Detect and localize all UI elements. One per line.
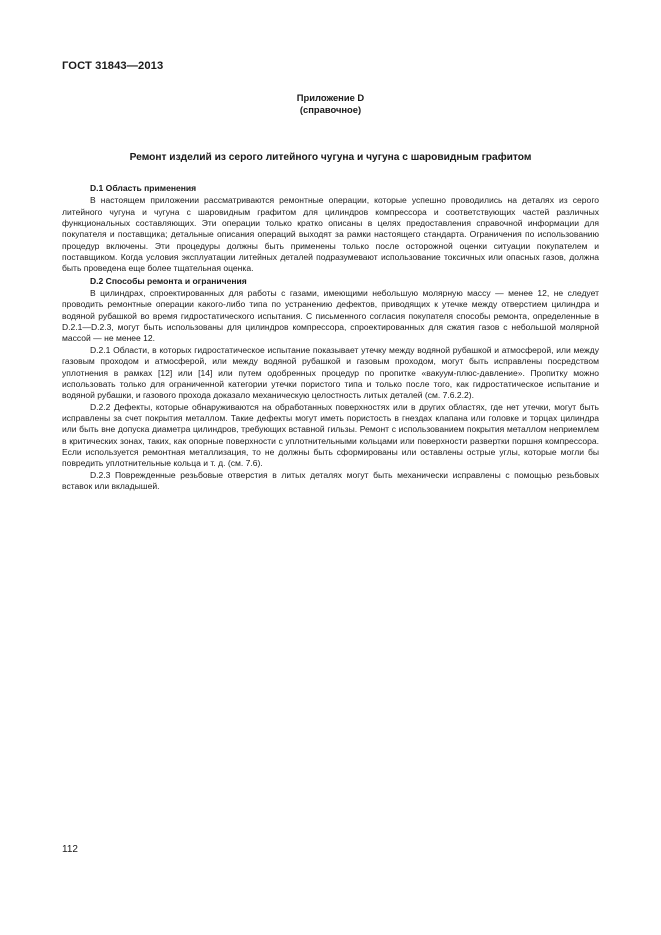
paragraph-d2-intro: В цилиндрах, спроектированных для работы с газами, имеющими небольшую молярную массу — менее 12, не следует проводить ремонтные операции какого-либо типа по устранению дефектов, приводящих к утечке между отверстием цилиндра и водяной рубашкой во время гидростатического испытания. С письменного согласия покупателя способы ремонта, определенные в D.2.1—D.2.3, могут быть использованы для цилиндров компрессора, спроектированных для сжатия газов с небольшой молярной массой — не менее 12. <box>62 288 599 344</box>
paragraph-d2-2: D.2.2 Дефекты, которые обнаруживаются на обработанных поверхностях или в других областях, где нет утечки, могут быть исправлены за счет покрытия металлом. Такие дефекты могут иметь пористость в гнездах клапана или головке и торцах цилиндра или быть вне допуска диаметра цилиндров, требующих вставной гильзы. Ремонт с использованием покрытия металлом неприемлем в критических зонах, таких, как опорные поверхности с уплотнительными кольцами или поверхности развертки поршня компрессора. Если используется ремонтная металлизация, то не должны быть сформированы или оставлены острые углы, которые могли бы повредить уплотнительные кольца и т. д. (см. 7.6). <box>62 401 599 469</box>
paragraph-d2-3: D.2.3 Поврежденные резьбовые отверстия в литых деталях могут быть механически исправлены с помощью резьбовых вставок или вкладышей. <box>62 469 599 491</box>
paragraph-d1-scope: В настоящем приложении рассматриваются ремонтные операции, которые успешно проводились на деталях из серого литейного чугуна и чугуна с шаровидным графитом для цилиндров компрессора и соответствующих частей различных функциональных составляющих. Эти операции только кратко описаны в целях предоставления справочной информации для покупателя и поставщика; детальные описания операций выходят за рамки настоящего стандарта. Ограничения по использованию процедур включены. Эти процедуры должны быть применены только после осторожной оценки ситуации покупателем и поставщиком. Когда условия эксплуатации литейных деталей подразумевают использование токсичных или опасных газов, должна быть проведена еще более тщательная оценка. <box>62 195 599 274</box>
appendix-subtitle: (справочное) <box>299 104 362 115</box>
appendix-heading <box>0 92 661 116</box>
appendix-title: Приложение D <box>296 92 365 103</box>
section-heading-d2: D.2 Способы ремонта и ограничения <box>90 275 247 286</box>
document-body <box>62 182 599 492</box>
section-heading-d1: D.1 Область применения <box>90 183 197 193</box>
page-number: 112 <box>62 844 78 855</box>
paragraph-d2-1: D.2.1 Области, в которых гидростатическое испытание показывает утечку между водяной рубашкой и атмосферой, или между газовым проходом и атмосферой, или между водяной рубашкой и газовым проходом, могут быть исправлены посредством уплотнения в рамках [12] или [14] или путем одобренных процедур по пропитке «вакуум-плюс-давление». Пропитку можно использовать только для ограниченной категории утечки пористого типа и только после того, как гидростатическое испытание и водяной рубашки, и газового прохода доказало механическую целостность литых деталей (см. 7.6.2.2). <box>62 344 599 401</box>
document-title: Ремонт изделий из серого литейного чугуна и чугуна с шаровидным графитом <box>129 152 532 163</box>
standard-designation: ГОСТ 31843—2013 <box>62 60 164 72</box>
